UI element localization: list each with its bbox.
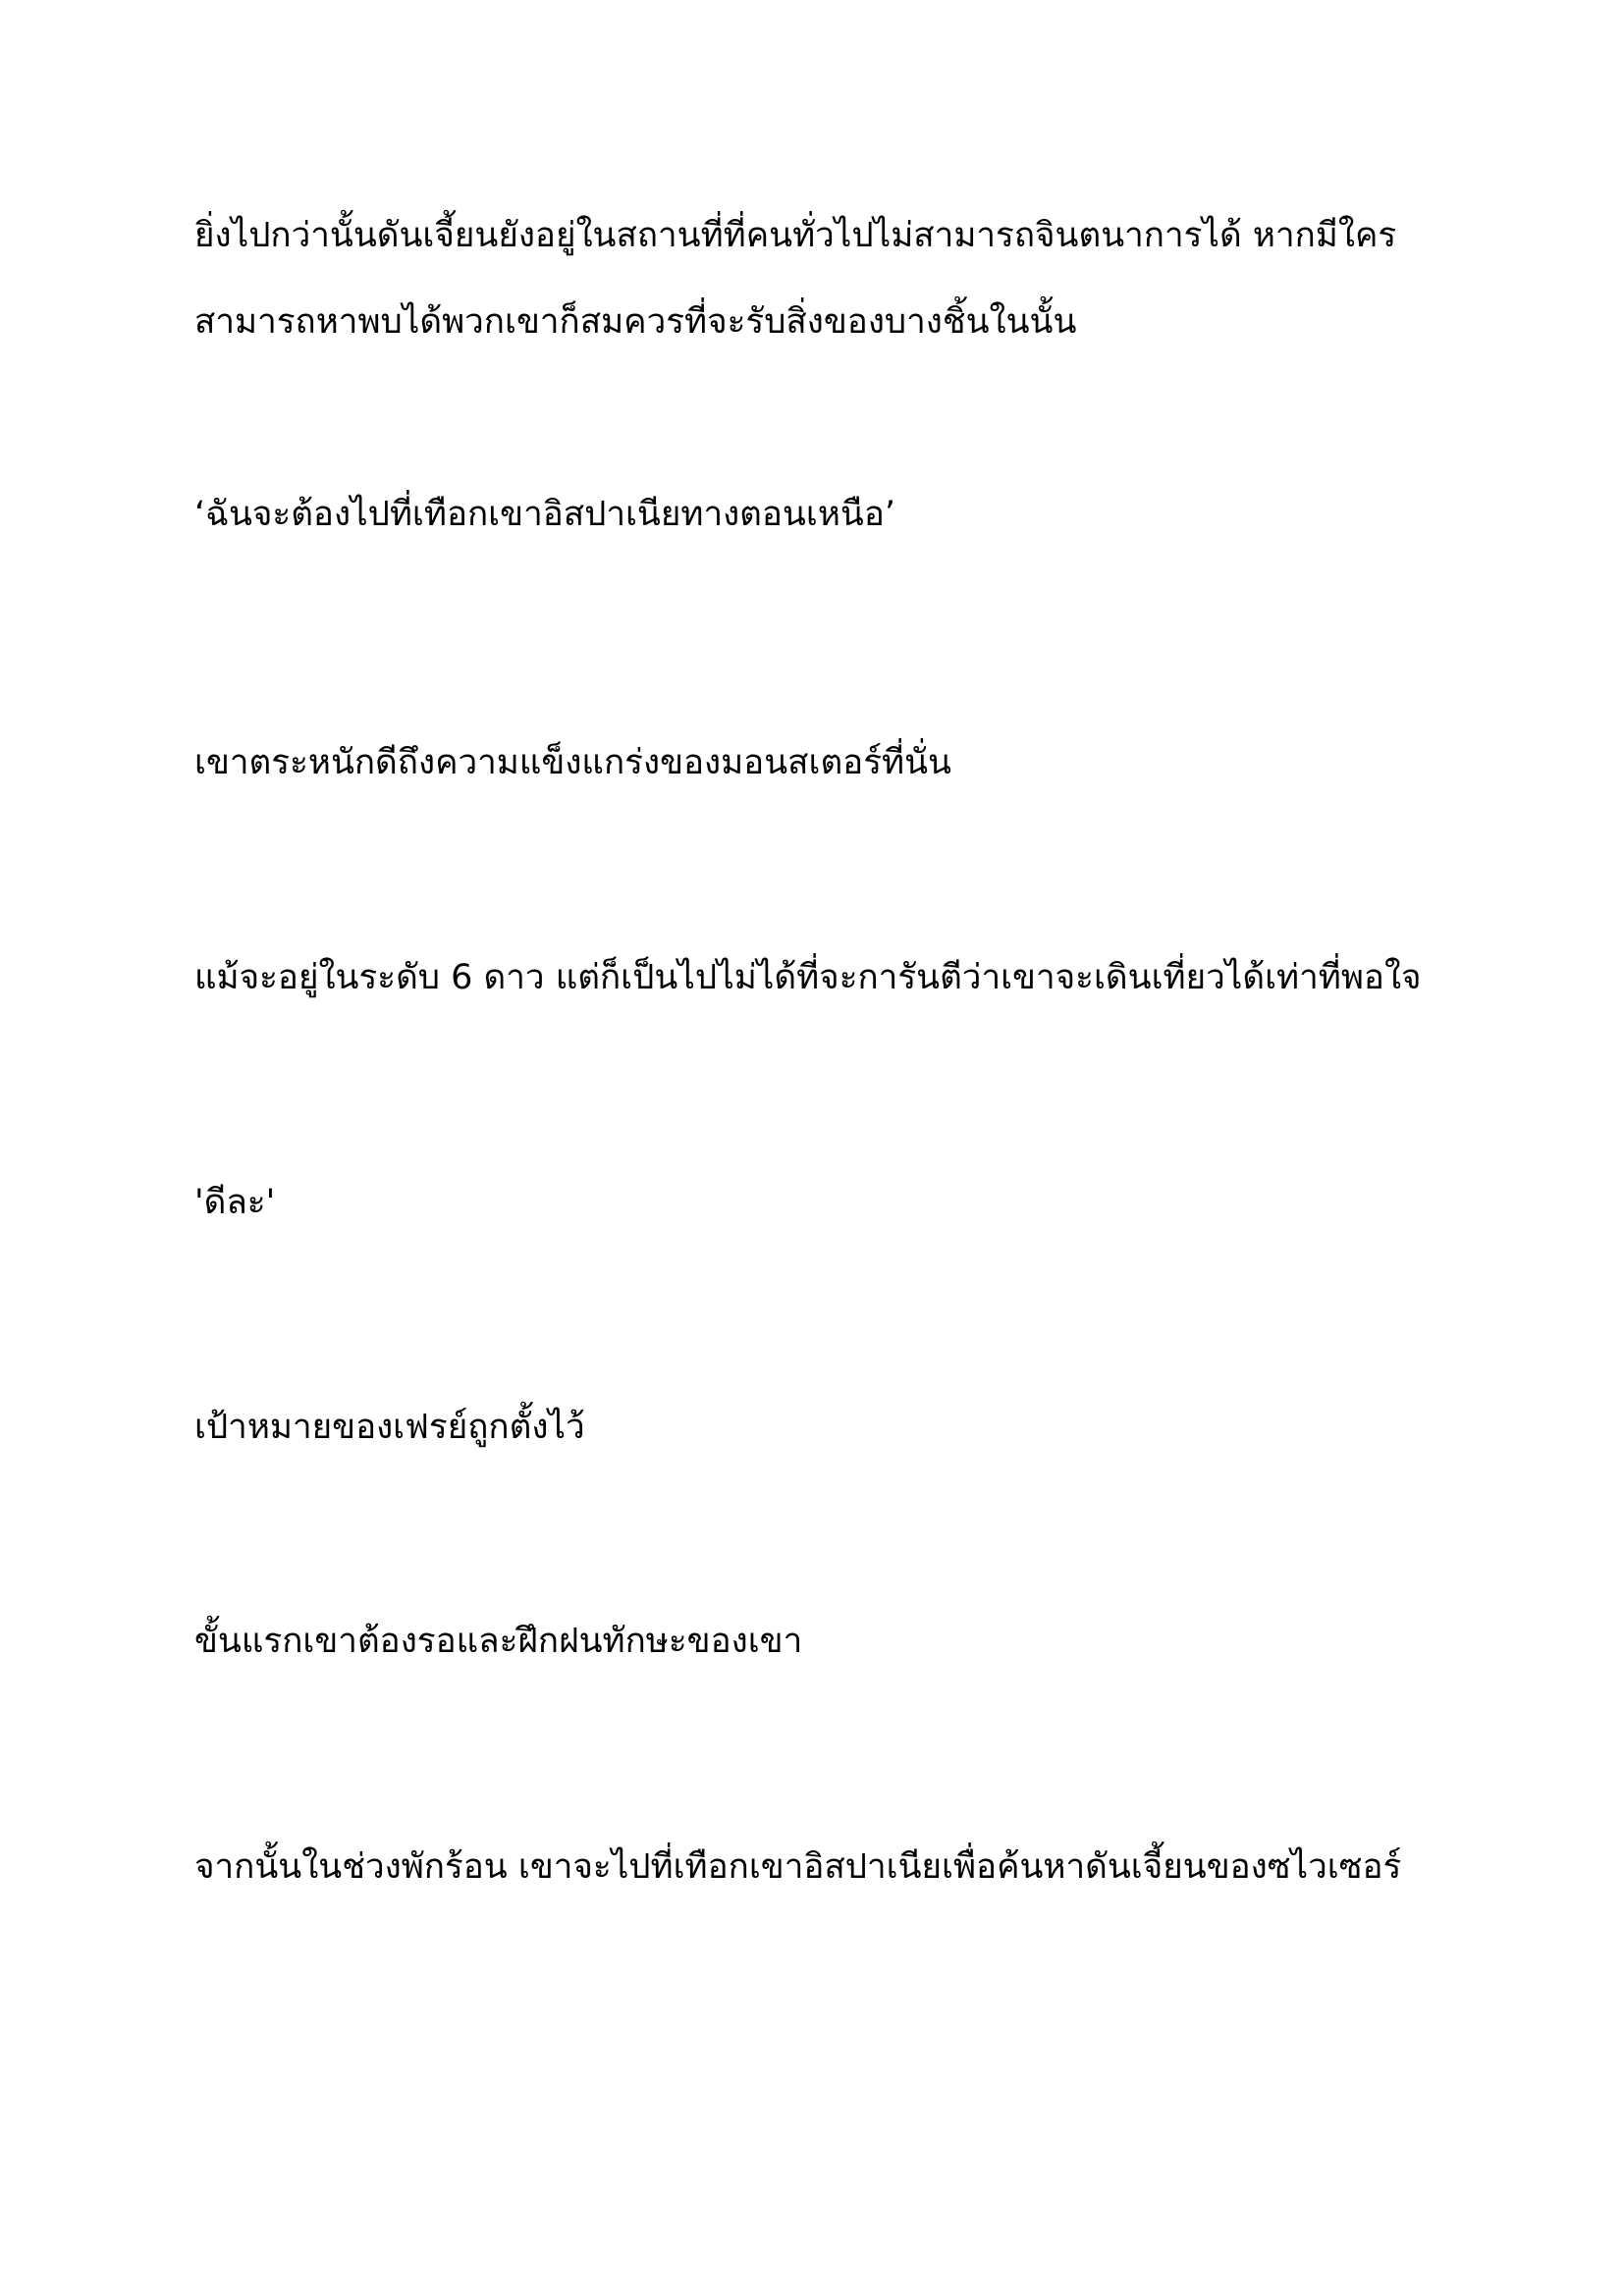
paragraph [194,1598,1471,1684]
text-line: ยิ่งไปกว่านั้นดันเจี้ยนยังอยู่ในสถานที่ที่คนทั่วไปไม่สามารถจินตนาการได้ หากมีใคร [194,216,1397,255]
paragraph [194,192,1471,365]
text-line: จากนั้นในช่วงพักร้อน เขาจะไปที่เทือกเขาอิสปาเนียเพื่อค้นหาดันเจี้ยนของซไวเซอร์ [194,1847,1402,1887]
paragraph [194,934,1471,1021]
paragraph [194,1384,1471,1470]
text-line: แม้จะอยู่ในระดับ 6 ดาว แต่ก็เป็นไปไม่ได้ที่จะการันตีว่าเขาจะเดินเที่ยวได้เท่าที่พอใจ [194,958,1422,997]
paragraph [194,1159,1471,1246]
paragraph [194,471,1471,558]
text-line: สามารถหาพบได้พวกเขาก็สมควรที่จะรับสิ่งของบางชิ้นในนั้น [194,302,1077,342]
paragraph [194,1824,1471,1910]
text-line: เขาตระหนักดีถึงความแข็งแกร่งของมอนสเตอร์ที่นั่น [194,743,951,782]
text-line: เป้าหมายของเฟรย์ถูกตั้งไว้ [194,1408,585,1447]
text-line: ‘ฉันจะต้องไปที่เทือกเขาอิสปาเนียทางตอนเหนือ’ [194,495,895,534]
paragraph [194,720,1471,806]
text-line: ขั้นแรกเขาต้องรอและฝึกฝนทักษะของเขา [194,1622,803,1661]
text-line: 'ดีละ' [194,1183,276,1222]
